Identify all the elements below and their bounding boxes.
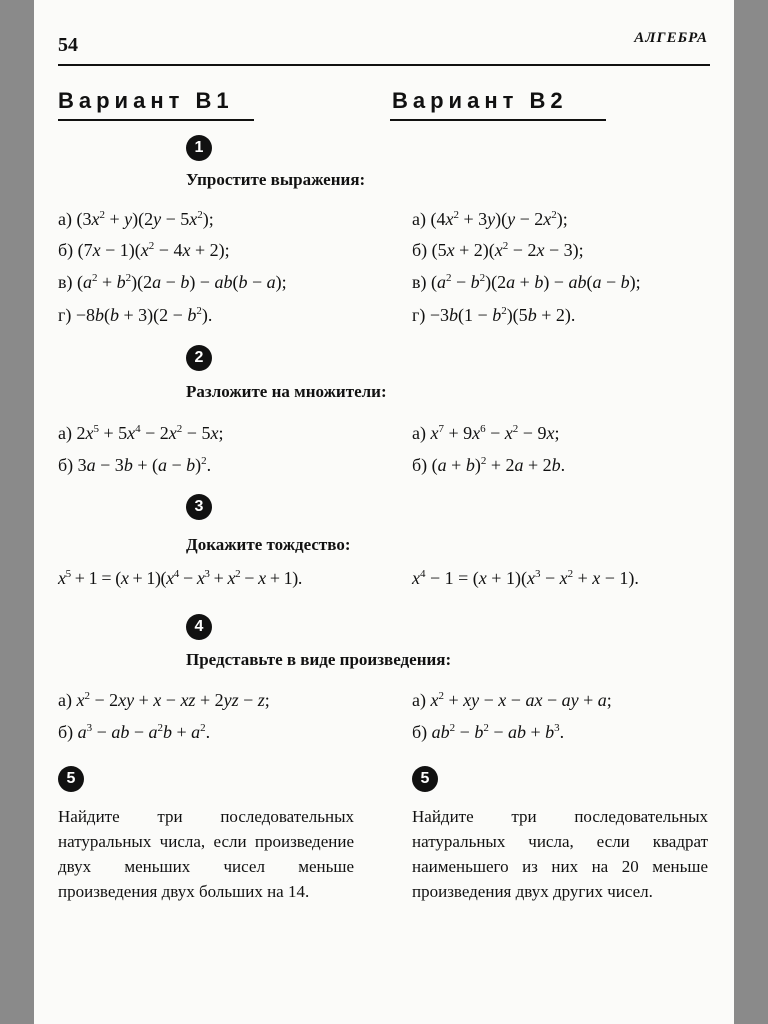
task-3-title: Докажите тождество: — [186, 535, 351, 554]
task-1-title: Упростите выражения: — [186, 170, 366, 189]
variant-left-title: Вариант В1 — [58, 88, 234, 113]
t1-right-d: $г) -3b(1 - b^2)(5b + 2)$. — [412, 305, 576, 325]
t5-right-problem: Найдите три последовательных натуральных числа, если квадрат наименьшего из них на 20 меньше произведения двух других чисел. — [412, 807, 708, 901]
t1-right-c: в) $(a^2 - b^2)(2a + b) - ab(a - b)$; — [412, 272, 641, 292]
task-4-number-badge: 4 — [186, 614, 212, 640]
task-2-number-badge: 2 — [186, 345, 212, 371]
t2-left-b: б) $3a - 3b + (a - b)^2$. — [58, 455, 212, 475]
t1-left-d: $г) -8b(b + 3)(2 - b^2)$. — [58, 305, 213, 325]
t4-right-a: а) $x^2$ + xy − x − ax − ay + a; — [412, 690, 612, 710]
t4-right-b: б) $ab^2 - b^2$ − ab + $b^3$. — [412, 722, 565, 742]
task-3-number-badge: 3 — [186, 494, 212, 520]
header-divider — [58, 64, 710, 66]
t1-left-c: в) $(a^2 + b^2)(2a - b) - ab(b - a)$; — [58, 272, 287, 292]
task-5-right-number-badge: 5 — [412, 766, 438, 792]
task-5-left-number-badge: 5 — [58, 766, 84, 792]
textbook-page — [34, 0, 734, 1024]
t5-left-problem: Найдите три последовательных натуральных числа, если произведение двух меньших чисел меньше произведения двух больших на 14. — [58, 807, 354, 901]
t2-right-b: б) $(a + b)^2 + 2a + 2b$. — [412, 455, 566, 475]
task-1-number-badge: 1 — [186, 135, 212, 161]
page-number: 54 — [58, 34, 78, 56]
t4-left-b: б) $a^3$ − ab − $a^2b + a^2$. — [58, 722, 211, 742]
t1-left-a: а) $(3x^2 + y)(2y - 5x^2)$; — [58, 209, 214, 229]
variant-right-underline — [390, 119, 606, 121]
t3-right-identity: $x^4 - 1 = (x + 1)(x^3 - x^2 + x - 1)$. — [412, 568, 639, 588]
t1-right-a: а) $(4x^2 + 3y)(y - 2x^2)$; — [412, 209, 568, 229]
t3-left-identity: $x^5 + 1 = (x + 1)(x^4 - x^3 + x^2 - x + 1)$. — [58, 568, 302, 588]
t2-left-a: а) $2x^5 + 5x^4 - 2x^2 - 5x$; — [58, 423, 224, 443]
t2-right-a: а) $x^7 + 9x^6 - x^2 - 9x$; — [412, 423, 560, 443]
t1-left-b: б) $(7x - 1)(x^2 - 4x + 2)$; — [58, 240, 230, 260]
task-2-title: Разложите на множители: — [186, 382, 387, 401]
variant-left-underline — [58, 119, 254, 121]
variant-right-title: Вариант В2 — [392, 88, 568, 113]
section-header: АЛГЕБРА — [634, 30, 708, 46]
task-4-title: Представьте в виде произведения: — [186, 650, 452, 669]
t1-right-b: б) $(5x + 2)(x^2 - 2x - 3)$; — [412, 240, 584, 260]
t4-left-a: а) $x^2 - 2xy + x$ − xz + 2yz − z; — [58, 690, 270, 710]
